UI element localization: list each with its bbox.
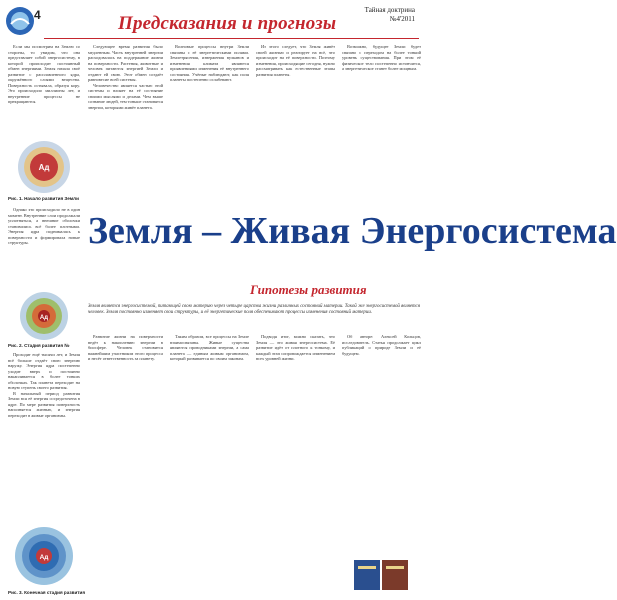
column-5-text-low: Об авторе: Алексей Кольцов, исследователь. Статья продолжает цикл публикаций о природе Земли и её будущем.	[342, 334, 421, 356]
figure-2-caption: Рис. 2. Стадия развития №	[8, 343, 70, 348]
headline-subtitle: Гипотезы развития	[250, 282, 367, 297]
page-number: 4	[34, 8, 41, 22]
running-header	[365, 6, 415, 24]
issue-number: №4'2011	[389, 15, 415, 23]
figure-3	[8, 525, 80, 587]
article-headline	[88, 210, 617, 282]
publication-name: Тайная доктрина	[364, 6, 415, 14]
figure-1	[8, 139, 80, 201]
figure-1-caption: Рис. 1. Начало развития Земли	[8, 196, 79, 201]
article-intro: Земля является энергосистемой, питающей свою материю через четыре царства жизни различных состояний материи. Такой же энергосистемой является человек. Земля постоянно изменяет свои структуры, и её энергетические поля обеспечивают процессы изменения состояний материи.	[88, 304, 420, 315]
column-2-text-top: Следующее время развития было медленным. Часть внутренней энергии расходовалась на поддержание жизни на поверхности. Растения, животные и человек питаются энергией Земли и отдают ей свою. Этот обмен создаёт равновесие всей системы. Человечество является частью этой системы и влияет на её состояние своими мыслями и делами. Чем выше сознание людей, тем тоньше становятся энергии, которыми живёт планета.	[88, 44, 163, 111]
figure-2	[8, 290, 80, 348]
headline-title: Земля – Живая Энергосистема	[88, 210, 617, 252]
column-4-text-low: Подводя итог, можно сказать, что Земля — это живая энергосистема. Её развитие идёт от плотного к тонкому, и каждый этап сопровождается изменением всех уровней жизни.	[256, 334, 335, 362]
header-rule	[44, 38, 419, 39]
column-1-text-low: Проходят ещё тысячи лет, и Земля всё больше отдаёт свою энергию наружу. Энергия ядра постепенно уходит вверх и постоянно накапливается в более тонких оболочках. Так планета переходит на новую ступень своего развития. В начальный период развития Земли вся её энергия сосредоточена в ядре. По мере развития поверхность наполняется жизнью, и энергия переходит в живые организмы.	[8, 352, 80, 419]
column-5-text-top: Возможно, будущее Земли будет связано с переходом на более тонкий уровень существования. При этом её физическое тело постепенно истончится, а энергетическое станет более мощным.	[342, 44, 421, 72]
figure-1-diagram	[8, 139, 80, 195]
figure-3-caption: Рис. 3. Конечная стадия развития	[8, 590, 86, 595]
column-1-text-mid: Однако это происходило не в один момент. Внутренние слои продолжали уплотняться, а внешние оболочки становились всё более плотными. Энергия ядра поднималась к поверхности и формировала новые структуры.	[8, 207, 80, 246]
fig3-label: Ад	[39, 554, 49, 561]
section-title: Предсказания и прогнозы	[118, 13, 337, 34]
magazine-logo-icon	[5, 6, 35, 36]
fig1-label: Ад	[38, 163, 50, 172]
column-3-text-top: Волновые процессы внутри Земли связаны с её энергетическими полями. Землетрясения, извержения вулканов и изменения климата являются проявлениями изменения её внутреннего состояния. Учёные наблюдают, как поля планеты постепенно ослабевают.	[170, 44, 249, 83]
figure-3-diagram	[8, 525, 80, 587]
column-4-text-top: Из этого следует, что Земля живёт своей жизнью и реагирует на всё, что происходит на её поверхности. Поэтому изменения, происходящие сегодня, нужно рассматривать как естественные этапы развития планеты.	[256, 44, 335, 77]
book-cover-image	[352, 558, 412, 592]
column-1-text-top: Если мы посмотрим на Землю со стороны, то увидим, что она представляет собой энергосистему, в которой происходит постоянный обмен энергиями. Земля начала своё развитие с расплавленного ядра, окружённого слоями вещества. Поверхность остывала, образуя кору. Это происходило миллионы лет, и внутренние процессы не прекращаются.	[8, 44, 80, 105]
figure-2-diagram	[8, 290, 80, 342]
column-3-text-low: Таким образом, все процессы на Земле взаимосвязаны. Живые существа являются проводниками энергии, а сама планета — единым живым организмом, который развивается по своим законам.	[170, 334, 249, 362]
fig2-label: Ад	[39, 315, 49, 321]
column-2-text-low: Развитие жизни на поверхности ведёт к накоплению энергии в биосфере. Человек становится важнейшим участником этого процесса и несёт ответственность за планету.	[88, 334, 163, 362]
